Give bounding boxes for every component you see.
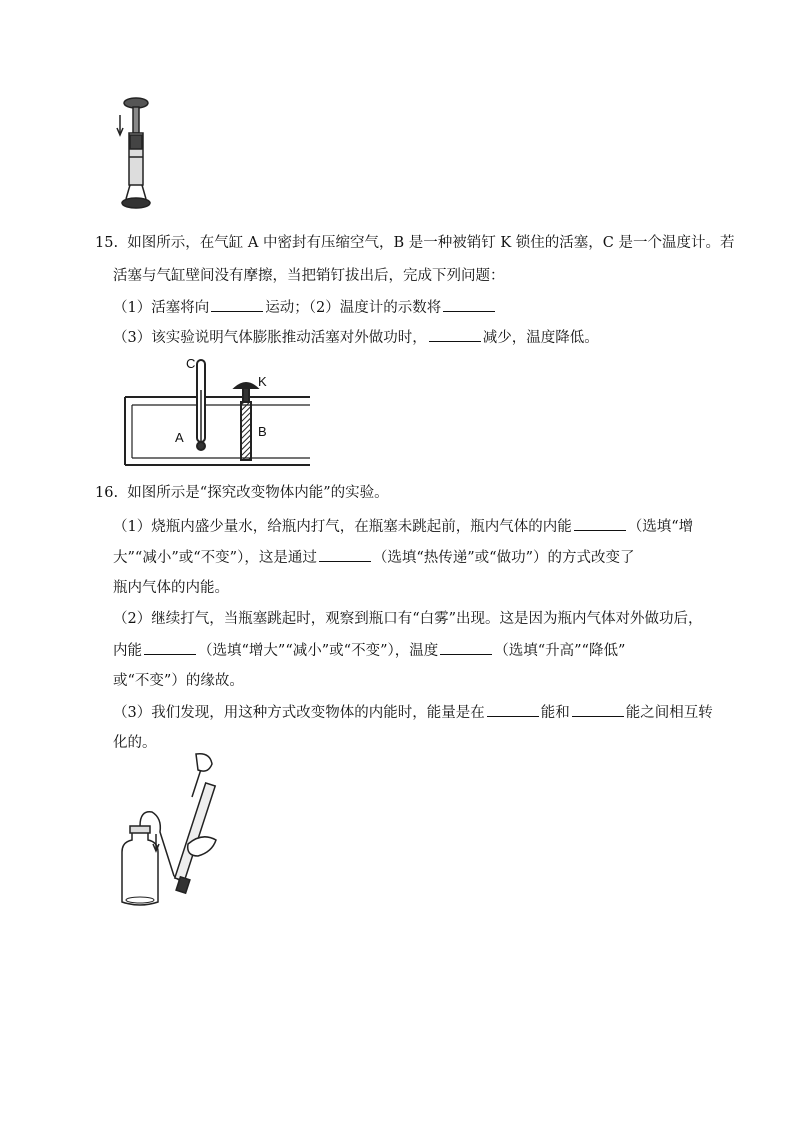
cylinder-piston-figure [120,350,315,470]
q16-p2-text-e: 或“不变”）的缘故。 [113,673,244,689]
pin-icon [235,383,257,388]
q15-part1-text-b: 运动；（2）温度计的示数将 [265,300,442,316]
q16-p3-line1 [113,702,713,723]
q16-p2-text-b: 内能 [113,643,142,659]
q16-p3-text-c: 能之间相互转 [625,705,713,721]
q16-p2-text-c: （选填“增大”“减小”或“不变”），温度 [198,643,439,659]
q15-text-line1: 如图所示，在气缸 A 中密封有压缩空气，B 是一种被销钉 K 锁住的活塞，C 是一个温度计。若 [127,235,735,251]
q16-p2-line2 [113,640,625,661]
label-b: B [258,424,267,439]
q16-p3-text-b: 能和 [540,705,570,721]
q16-title: 如图所示是“探究改变物体内能”的实验。 [127,485,389,501]
answer-blank[interactable] [487,702,539,717]
q16-p2-line1 [113,609,703,629]
q15-part3 [113,327,599,348]
q15-line2 [113,266,505,286]
q16-p1-line2 [113,547,634,568]
q16-number: 16. [95,485,119,501]
fire-syringe-figure [108,95,158,215]
answer-blank[interactable] [440,640,492,655]
flask-pump-apparatus-icon [122,754,216,905]
answer-blank[interactable] [211,297,263,312]
answer-blank[interactable] [144,640,196,655]
q15-part3-text-a: （3）该实验说明气体膨胀推动活塞对外做功时， [113,330,427,346]
q16-p3-text-a: （3）我们发现，用这种方式改变物体的内能时，能量是在 [113,705,485,721]
q16-p2-text-a: （2）继续打气，当瓶塞跳起时，观察到瓶口有“白雾”出现。这是因为瓶内气体对外做功后， [113,611,703,627]
q16-p2-line3 [113,671,244,691]
piston-icon [241,402,251,460]
q16-p1-text-e: 瓶内气体的内能。 [113,580,229,596]
q15-number: 15. [95,235,119,251]
q15-part1-text-a: （1）活塞将向 [113,300,210,316]
q15-part1 [113,297,497,318]
q15-part3-text-b: 减少，温度降低。 [482,330,599,346]
label-c: C [186,356,196,371]
q16-p1-text-d: （选填“热传递”或“做功”）的方式改变了 [372,550,635,566]
q16-p3-text-d: 化的。 [113,735,157,751]
q16-p2-text-d: （选填“升高”“降低” [494,643,626,659]
q16-title-line [95,483,389,503]
q16-p1-line1 [113,516,693,537]
q15-text-line2: 活塞与气缸壁间没有摩擦，当把销钉拔出后，完成下列问题： [113,268,505,284]
label-a: A [175,430,184,445]
flask-pump-figure [112,752,242,912]
fire-syringe-apparatus-icon [117,98,150,208]
answer-blank[interactable] [572,702,624,717]
answer-blank[interactable] [429,327,481,342]
answer-blank[interactable] [319,547,371,562]
q16-p1-line3 [113,578,229,598]
q16-p3-line2 [113,733,157,753]
q16-p1-text-b: （选填“增 [627,519,694,535]
answer-blank[interactable] [574,516,626,531]
q16-p1-text-c: 大”“减小”或“不变”），这是通过 [113,550,317,566]
q15-line1 [95,233,735,253]
answer-blank[interactable] [443,297,495,312]
label-k: K [258,374,267,389]
q16-p1-text-a: （1）烧瓶内盛少量水，给瓶内打气，在瓶塞未跳起前，瓶内气体的内能 [113,519,572,535]
